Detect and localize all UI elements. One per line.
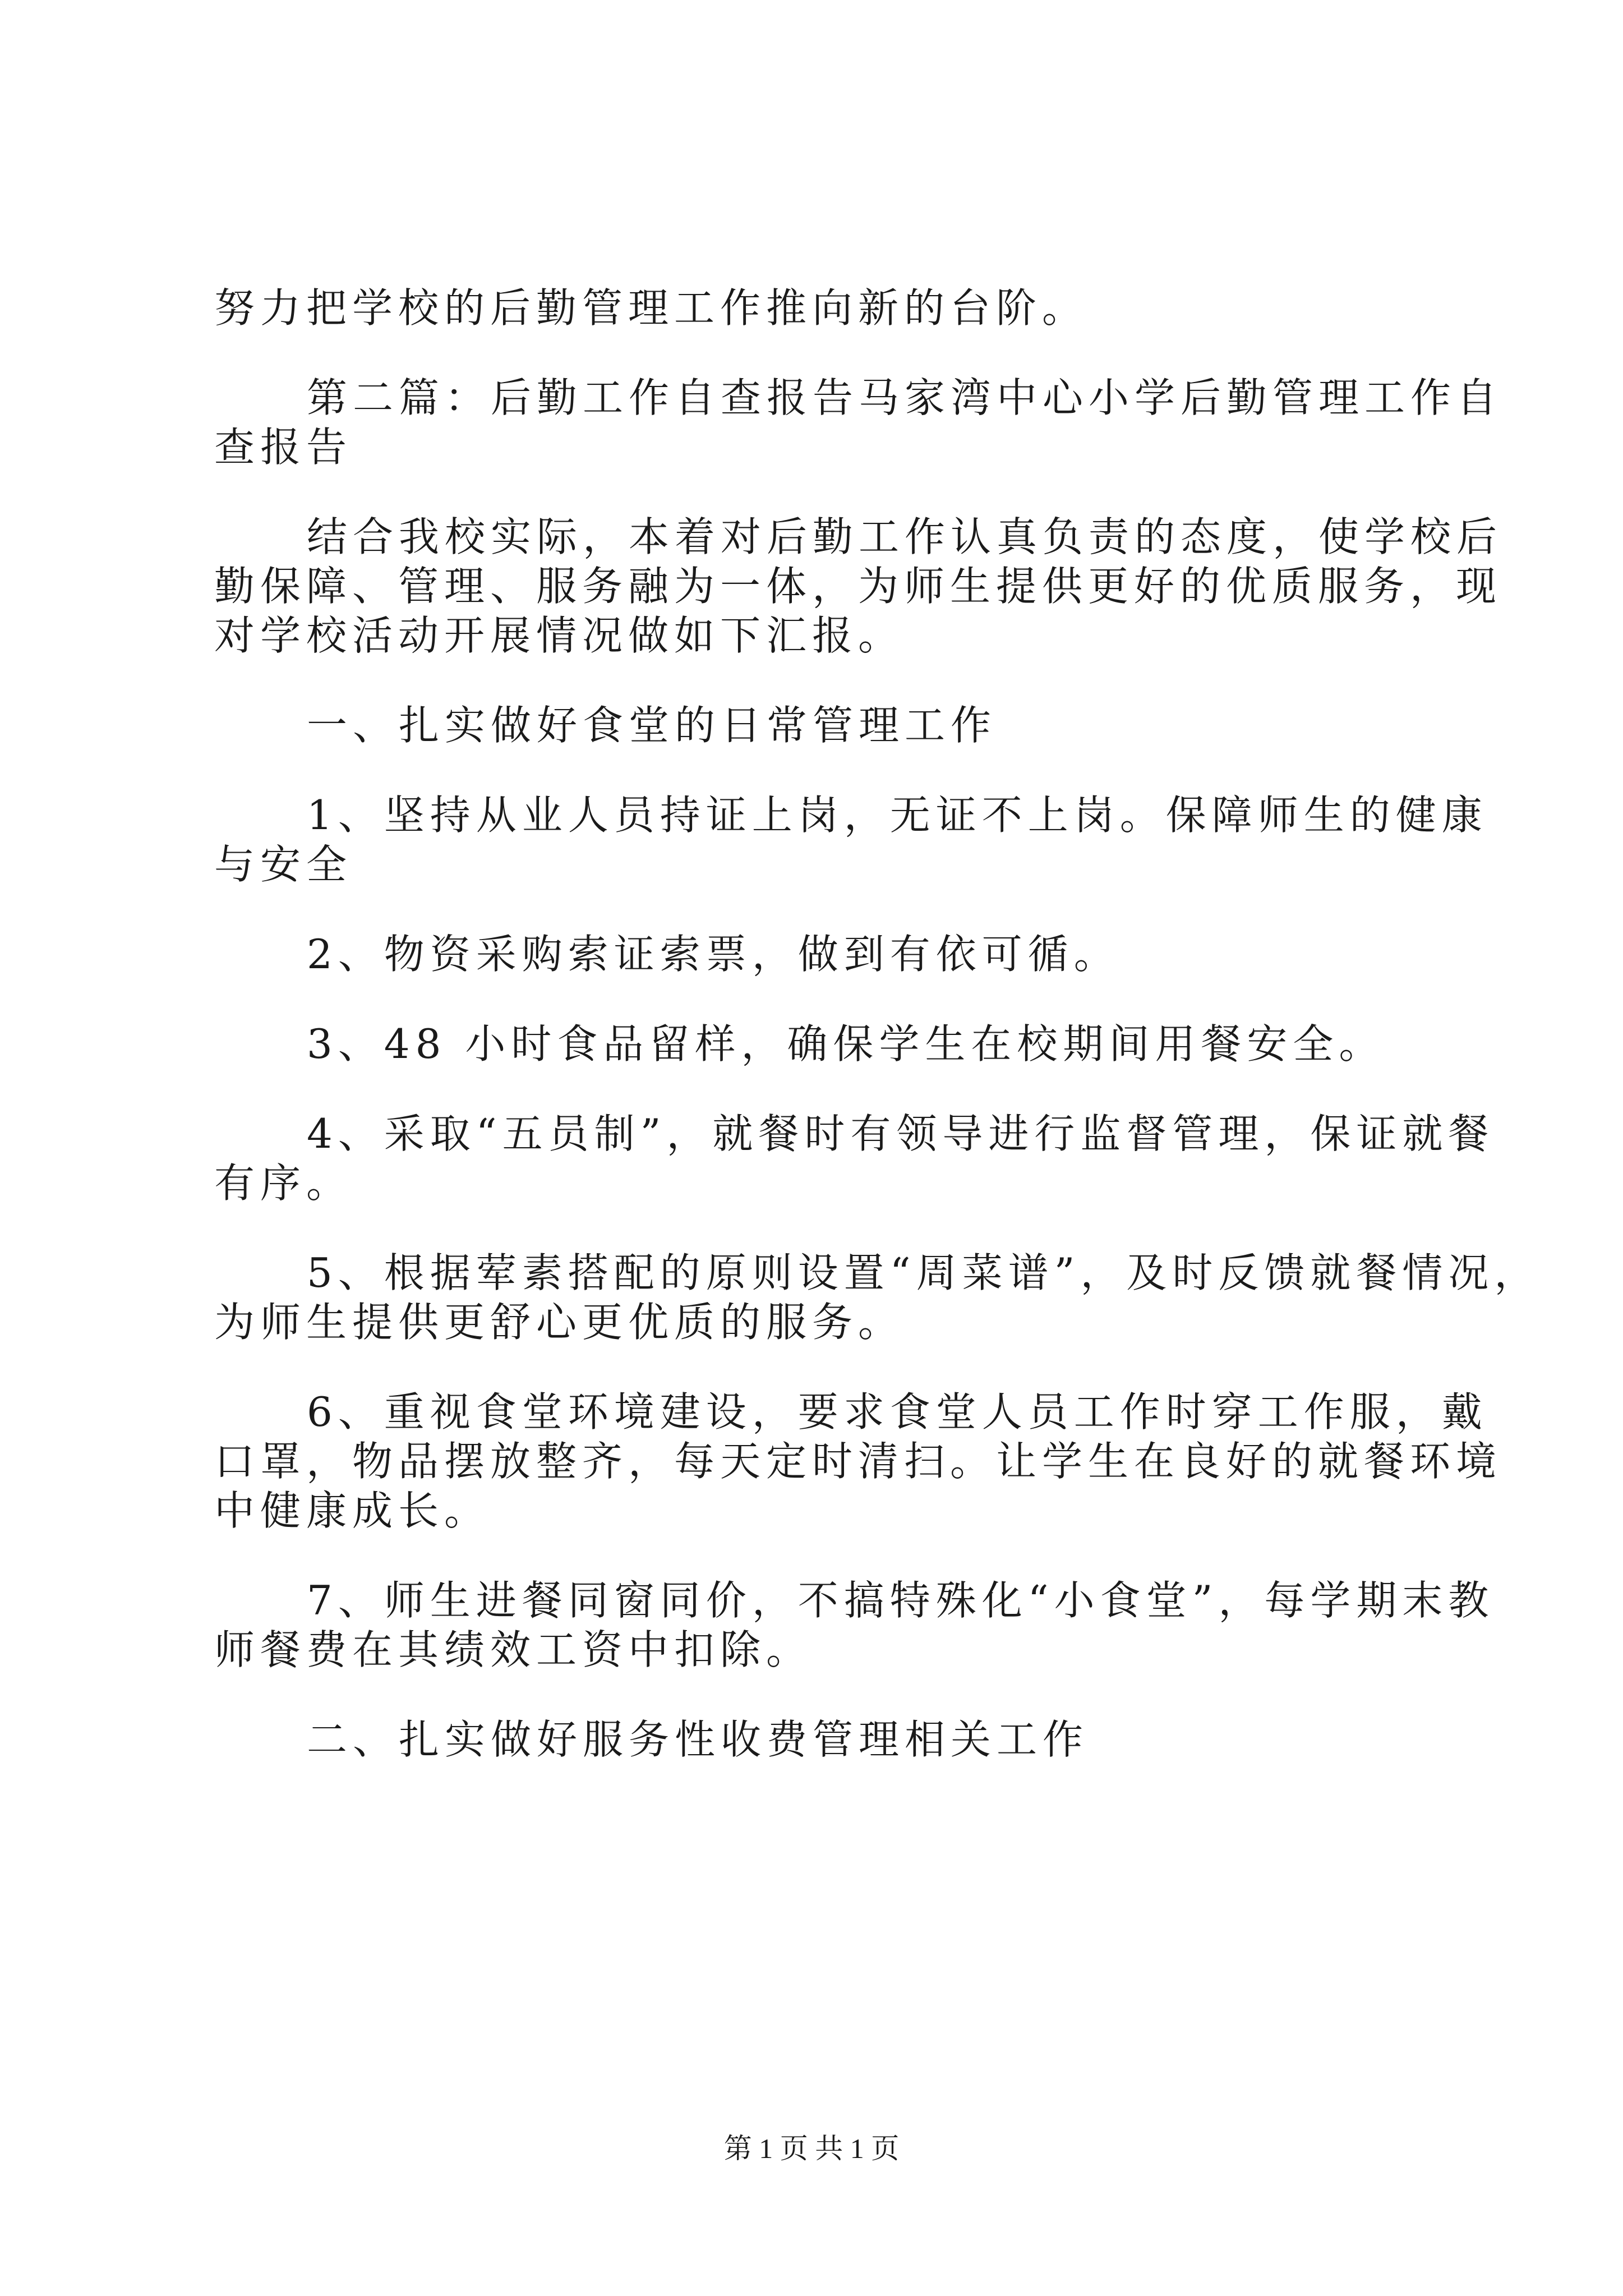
paragraph — [214, 283, 1426, 333]
text-line: 查报告 — [214, 424, 353, 471]
text-line: 二、扎实做好服务性收费管理相关工作 — [307, 1716, 1089, 1763]
text-line: 4、采取“五员制”，就餐时有领导进行监督管理，保证就餐 — [307, 1110, 1495, 1157]
page-footer: 第 1 页 共 1 页 — [723, 2133, 900, 2164]
text-line: 勤保障、管理、服务融为一体，为师生提供更好的优质服务，现 — [214, 563, 1502, 610]
text-line: 有序。 — [214, 1159, 353, 1207]
text-line: 与安全 — [214, 841, 353, 888]
list-item — [214, 1019, 1426, 1069]
list-item — [214, 1387, 1502, 1535]
heading-paragraph — [214, 1715, 1426, 1764]
text-line: 口罩，物品摆放整齐，每天定时清扫。让学生在良好的就餐环境 — [214, 1438, 1502, 1485]
text-line: 结合我校实际，本着对后勤工作认真负责的态度，使学校后 — [307, 513, 1503, 560]
text-line: 6、重视食堂环境建设，要求食堂人员工作时穿工作服，戴 — [307, 1388, 1488, 1435]
list-item — [214, 930, 1426, 979]
text-line: 1、坚持从业人员持证上岗，无证不上岗。保障师生的健康 — [307, 792, 1488, 839]
text-line: 中健康成长。 — [214, 1487, 491, 1534]
text-line: 3、48 小时食品留样，确保学生在校期间用餐安全。 — [307, 1020, 1385, 1068]
paragraph — [214, 512, 1503, 660]
list-item — [214, 1248, 1541, 1347]
text-line: 2、物资采购索证索票，做到有依可循。 — [307, 931, 1120, 978]
list-item — [214, 1576, 1495, 1674]
text-line: 努力把学校的后勤管理工作推向新的台阶。 — [214, 284, 1089, 332]
text-line: 师餐费在其绩效工资中扣除。 — [214, 1626, 813, 1673]
section-title-paragraph — [214, 373, 1503, 472]
text-line: 5、根据荤素搭配的原则设置“周菜谱”，及时反馈就餐情况， — [307, 1249, 1541, 1296]
text-line: 为师生提供更舒心更优质的服务。 — [214, 1299, 905, 1346]
text-line: 对学校活动开展情况做如下汇报。 — [214, 612, 905, 659]
list-item — [214, 1109, 1495, 1208]
text-line: 第二篇：后勤工作自查报告马家湾中心小学后勤管理工作自 — [307, 374, 1503, 421]
text-line: 一、扎实做好食堂的日常管理工作 — [307, 702, 997, 749]
document-body — [214, 283, 1541, 1805]
heading-paragraph — [214, 701, 1426, 750]
list-item — [214, 790, 1488, 889]
text-line: 7、师生进餐同窗同价，不搞特殊化“小食堂”，每学期末教 — [307, 1577, 1495, 1624]
